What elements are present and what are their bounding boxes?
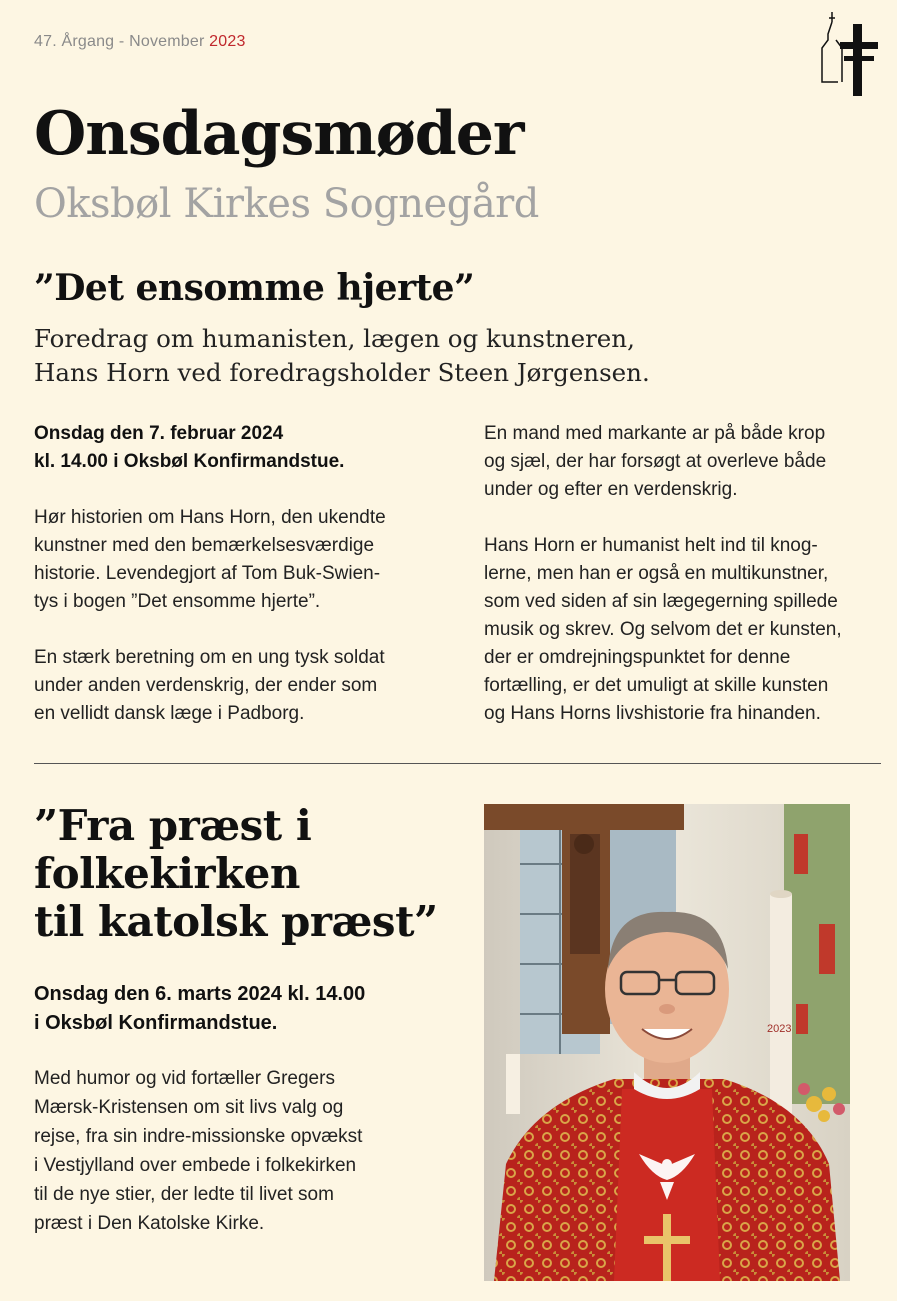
text-line: En stærk beretning om en ung tysk soldat <box>34 647 385 668</box>
text-line: musik og skrev. Og selvom det er kunsten, <box>484 619 842 640</box>
talk1-paragraph <box>484 532 884 728</box>
talk2-date <box>34 980 365 1038</box>
talk2-date-line: i Oksbøl Konfirmandstue. <box>34 1012 278 1034</box>
text-line: Mærsk-Kristensen om sit livs valg og <box>34 1097 344 1118</box>
talk1-date <box>34 420 454 476</box>
text-line: lerne, men han er også en multikunstner, <box>484 563 829 584</box>
candle-year-text: 2023 <box>767 1023 792 1035</box>
priest-photo-illustration <box>484 804 850 1281</box>
issue-year: 2023 <box>209 33 246 50</box>
issue-prefix: 47. Årgang - November <box>34 33 205 50</box>
talk1-paragraph <box>34 644 454 728</box>
text-line: en vellidt dansk læge i Padborg. <box>34 703 305 724</box>
text-line: som ved siden af sin lægegerning spillede <box>484 591 838 612</box>
text-line: Hans Horn er humanist helt ind til knog- <box>484 535 818 556</box>
text-line: præst i Den Katolske Kirke. <box>34 1213 265 1234</box>
talk1-paragraph <box>484 420 884 504</box>
issue-line <box>34 33 246 51</box>
text-line: i Vestjylland over embede i folkekirken <box>34 1155 357 1176</box>
section-divider <box>34 763 881 764</box>
talk1-title: ”Det ensomme hjerte” <box>34 267 475 309</box>
text-line: fortælling, er det umuligt at skille kunsten <box>484 675 829 696</box>
talk1-left-column <box>34 420 454 756</box>
text-line: rejse, fra sin indre-missionske opvækst <box>34 1126 363 1147</box>
text-line: til de nye stier, der ledte til livet som <box>34 1184 334 1205</box>
talk1-description-line: Foredrag om humanisten, lægen og kunstneren, <box>34 324 635 353</box>
text-line: En mand med markante ar på både krop <box>484 423 826 444</box>
talk1-paragraph <box>34 504 454 616</box>
talk2-title <box>34 802 438 946</box>
talk2-date-line: Onsdag den 6. marts 2024 kl. 14.00 <box>34 983 366 1005</box>
text-line: historie. Levendegjort af Tom Buk-Swien- <box>34 563 381 584</box>
priest-photo <box>484 804 850 1281</box>
talk1-date-line: kl. 14.00 i Oksbøl Konfirmandstue. <box>34 451 345 472</box>
page-title: Onsdagsmøder <box>34 99 524 169</box>
talk1-description <box>34 322 794 390</box>
text-line: under og efter en verdenskrig. <box>484 479 738 500</box>
talk1-date-line: Onsdag den 7. februar 2024 <box>34 423 284 444</box>
talk2-title-line: folkekirken <box>34 849 300 898</box>
talk2-title-line: til katolsk præst” <box>34 897 438 946</box>
talk1-right-column <box>484 420 884 756</box>
talk2-body <box>34 1064 362 1238</box>
page-subtitle: Oksbøl Kirkes Sognegård <box>34 181 539 227</box>
talk1-description-line: Hans Horn ved foredragsholder Steen Jørgensen. <box>34 358 650 387</box>
text-line: og sjæl, der har forsøgt at overleve både <box>484 451 827 472</box>
text-line: Hør historien om Hans Horn, den ukendte <box>34 507 386 528</box>
text-line: under anden verdenskrig, der ender som <box>34 675 378 696</box>
text-line: kunstner med den bemærkelsesværdige <box>34 535 375 556</box>
text-line: Med humor og vid fortæller Gregers <box>34 1068 335 1089</box>
church-cross-icon <box>818 10 884 100</box>
text-line: og Hans Horns livshistorie fra hinanden. <box>484 703 821 724</box>
text-line: der er omdrejningspunktet for denne <box>484 647 791 668</box>
talk2-title-line: ”Fra præst i <box>34 801 312 850</box>
text-line: tys i bogen ”Det ensomme hjerte”. <box>34 591 321 612</box>
